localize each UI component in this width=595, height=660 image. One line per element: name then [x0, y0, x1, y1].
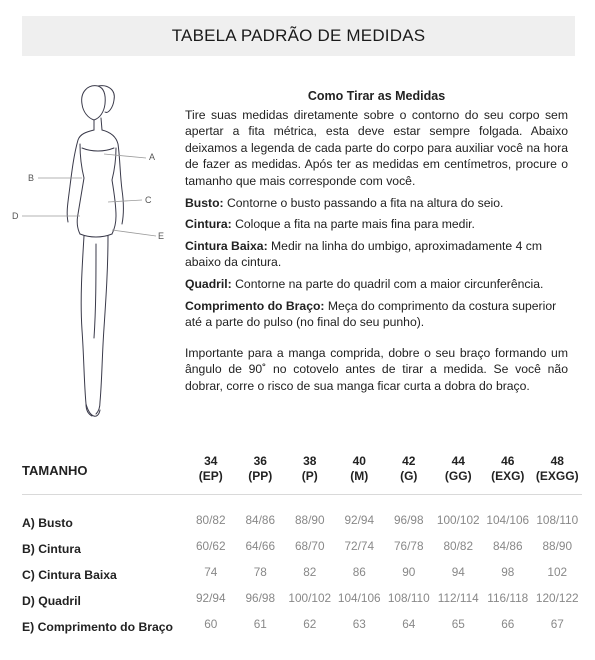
- table-cell: 108/110: [536, 513, 579, 527]
- label-d: D: [12, 211, 19, 221]
- definition-cintura: [185, 216, 568, 233]
- table-cell: 78: [253, 565, 267, 579]
- table-row-busto: [22, 507, 582, 533]
- table-cell: 84/86: [245, 513, 276, 527]
- size-col-38: [285, 454, 335, 494]
- size-table-header: [22, 444, 582, 495]
- size-number: 40: [352, 454, 366, 468]
- table-cell: 100/102: [288, 591, 332, 605]
- size-table-body: [22, 495, 582, 637]
- definition-text: Contorne na parte do quadril com a maior circunferência.: [231, 276, 544, 291]
- label-e: E: [158, 231, 165, 241]
- label-a: A: [149, 152, 156, 162]
- table-cell: 68/70: [294, 539, 325, 553]
- table-row-cintura: [22, 533, 582, 559]
- table-cell: 104/106: [337, 591, 381, 605]
- table-cell: 72/74: [344, 539, 375, 553]
- definition-term: Quadril:: [185, 276, 232, 291]
- size-col-42: [384, 454, 434, 494]
- size-header-label: TAMANHO: [22, 463, 88, 478]
- size-code: (EXGG): [535, 469, 579, 483]
- table-cell: 84/86: [492, 539, 523, 553]
- definition-text: Medir na linha do umbigo, aproximadamente 4 cm abaixo da cintura.: [185, 238, 542, 270]
- size-col-36: [236, 454, 286, 494]
- size-code: (EP): [198, 469, 223, 483]
- table-cell: 64: [402, 617, 416, 631]
- instructions-heading: Como Tirar as Medidas: [307, 89, 446, 103]
- body-silhouette-illustration: [8, 78, 178, 428]
- definition-busto: [185, 195, 568, 212]
- table-cell: 64/66: [245, 539, 276, 553]
- table-cell: 98: [501, 565, 515, 579]
- size-number: 48: [550, 454, 564, 468]
- definition-comprimento-braco: [185, 298, 568, 331]
- table-cell: 66: [501, 617, 515, 631]
- size-number: 34: [204, 454, 218, 468]
- row-label: C) Cintura Baixa: [22, 568, 117, 582]
- size-col-48: [533, 454, 583, 494]
- title-bar: [22, 16, 575, 56]
- table-row-comprimento-braco: [22, 611, 582, 637]
- size-code: (EXG): [491, 469, 525, 483]
- table-row-cintura-baixa: [22, 559, 582, 585]
- size-col-44: [434, 454, 484, 494]
- definition-text: Contorne o busto passando a fita na altura do seio.: [223, 195, 504, 210]
- size-number: 42: [402, 454, 416, 468]
- table-row-quadril: [22, 585, 582, 611]
- table-cell: 92/94: [195, 591, 226, 605]
- table-cell: 86: [352, 565, 366, 579]
- table-cell: 96/98: [245, 591, 276, 605]
- body-figure: [8, 78, 178, 428]
- table-cell: 60: [204, 617, 218, 631]
- definition-text: Meça do comprimento da costura superior até a parte do pulso (no final do seu punho).: [185, 298, 557, 330]
- size-code: (M): [350, 469, 369, 483]
- table-cell: 88/90: [294, 513, 325, 527]
- table-cell: 61: [253, 617, 267, 631]
- row-label: B) Cintura: [22, 542, 81, 556]
- table-cell: 80/82: [195, 513, 226, 527]
- table-cell: 76/78: [393, 539, 424, 553]
- table-cell: 104/106: [486, 513, 530, 527]
- label-b: B: [28, 173, 35, 183]
- table-cell: 90: [402, 565, 416, 579]
- definition-text: Coloque a fita na parte mais fina para medir.: [231, 217, 475, 232]
- size-col-34: [186, 454, 236, 494]
- measurement-instructions: [185, 88, 568, 400]
- size-number: 38: [303, 454, 317, 468]
- table-cell: 88/90: [542, 539, 573, 553]
- instructions-note: Importante para a manga comprida, dobre o seu braço formando um ângulo de 90˚ no cotovelo antes de tirar a medida. Se você não dobrar, corre o risco de sua manga ficar curta a dobra do braço.: [185, 345, 568, 393]
- definition-term: Cintura:: [185, 217, 232, 232]
- definition-cintura-baixa: [185, 238, 568, 271]
- table-cell: 67: [550, 617, 564, 631]
- table-cell: 96/98: [393, 513, 424, 527]
- table-cell: 62: [303, 617, 317, 631]
- definition-quadril: [185, 276, 568, 293]
- table-cell: 80/82: [443, 539, 474, 553]
- table-cell: 92/94: [344, 513, 375, 527]
- table-cell: 100/102: [436, 513, 480, 527]
- size-code: (P): [301, 469, 318, 483]
- definition-term: Busto:: [185, 195, 224, 210]
- size-number: 36: [253, 454, 267, 468]
- label-c: C: [145, 195, 152, 205]
- table-cell: 82: [303, 565, 317, 579]
- table-cell: 63: [352, 617, 366, 631]
- size-number: 46: [501, 454, 515, 468]
- size-code: (GG): [444, 469, 472, 483]
- row-label: D) Quadril: [22, 594, 81, 608]
- row-label: A) Busto: [22, 516, 73, 530]
- table-cell: 94: [451, 565, 465, 579]
- table-cell: 108/110: [387, 591, 430, 605]
- size-table: [22, 444, 582, 637]
- size-col-46: [483, 454, 533, 494]
- size-code: (PP): [248, 469, 273, 483]
- size-code: (G): [400, 469, 418, 483]
- size-number: 44: [451, 454, 465, 468]
- table-cell: 112/114: [437, 591, 479, 605]
- table-cell: 120/122: [535, 591, 579, 605]
- table-cell: 102: [547, 565, 568, 579]
- size-col-40: [335, 454, 385, 494]
- row-label: E) Comprimento do Braço: [22, 620, 173, 634]
- table-cell: 65: [451, 617, 465, 631]
- table-cell: 116/118: [487, 591, 529, 605]
- page-title: TABELA PADRÃO DE MEDIDAS: [171, 26, 426, 45]
- table-cell: 60/62: [195, 539, 226, 553]
- instructions-intro: Tire suas medidas diretamente sobre o contorno do seu corpo sem apertar a fita métrica, esta deve estar sempre folgada. Abaixo deixamos a legenda de cada parte do corpo para auxiliar você na hora de fazer as medidas. Após ter as medidas em centímetros, procure o tamanho que mais corresponde com você.: [185, 107, 568, 188]
- definition-term: Cintura Baixa:: [185, 238, 268, 253]
- definition-term: Comprimento do Braço:: [185, 298, 325, 313]
- table-cell: 74: [204, 565, 218, 579]
